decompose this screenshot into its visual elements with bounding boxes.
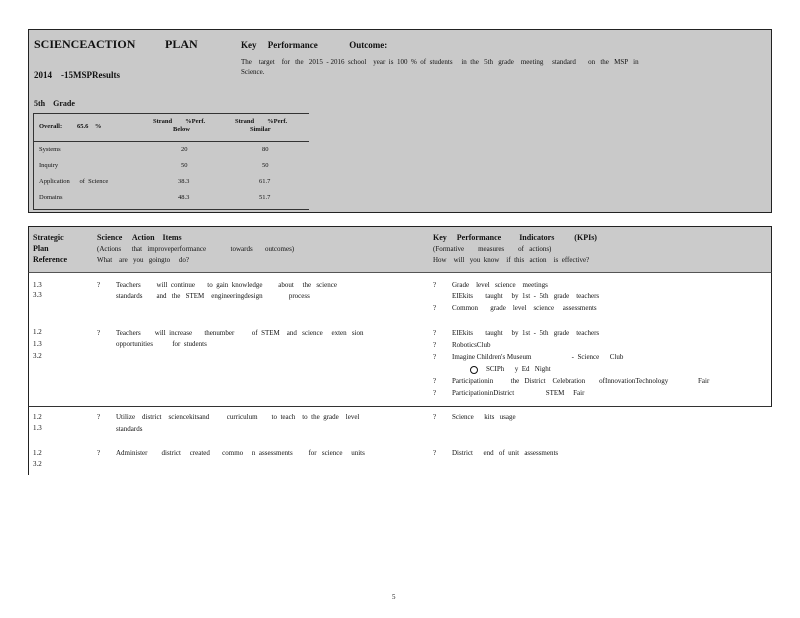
strategic-header: Strategic bbox=[33, 233, 64, 242]
kpi-text: Science kits usage bbox=[452, 413, 516, 421]
reference-number: 1.2 bbox=[33, 328, 42, 336]
kpi-text: District end of unit assessments bbox=[452, 449, 559, 457]
reference-number: 1.2 bbox=[33, 449, 42, 457]
kpi-subheader: (Formative measures of actions) bbox=[433, 245, 552, 253]
reference-number: 1.3 bbox=[33, 281, 42, 289]
results-panel bbox=[28, 29, 772, 213]
col-similar-header-2: Similar bbox=[250, 126, 271, 133]
strand-below: 50 bbox=[181, 162, 188, 169]
circle-bullet-icon bbox=[470, 366, 478, 374]
kpo-text-line2: Science. bbox=[241, 68, 265, 76]
plan-title: SCIENCEACTION bbox=[34, 37, 136, 51]
strand-below: 48.3 bbox=[178, 194, 190, 201]
kpo-label: Key Performance Outcome: bbox=[241, 40, 388, 50]
strand-similar: 51.7 bbox=[259, 194, 271, 201]
strand-similar: 50 bbox=[262, 162, 269, 169]
reference-number: 1.2 bbox=[33, 413, 42, 421]
strand-name: Inquiry bbox=[39, 162, 59, 169]
action-items-subheader: (Actions that improveperformance towards outcomes) bbox=[97, 245, 295, 253]
kpi-bullet: ? bbox=[433, 281, 437, 289]
kpi-text: Grade level science meetings bbox=[452, 281, 548, 289]
kpo-text-line1: The target for the 2015 - 2016 school year is 100 % of students in the 5th grade meeting standard on the MSP in bbox=[241, 58, 639, 66]
kpi-text: SCIPh y Ed Night bbox=[486, 365, 551, 373]
plan-title-suffix: PLAN bbox=[165, 37, 198, 51]
strand-below: 20 bbox=[181, 146, 188, 153]
strategic-header-3: Reference bbox=[33, 255, 68, 264]
kpi-bullet: ? bbox=[433, 413, 437, 421]
strand-similar: 61.7 bbox=[259, 178, 271, 185]
strand-similar: 80 bbox=[262, 146, 269, 153]
action-text: Teachers will increase thenumber of STEM and science exten sion bbox=[116, 329, 364, 337]
page-number: 5 bbox=[392, 593, 396, 601]
strand-below: 38.3 bbox=[178, 178, 190, 185]
strategic-header-2: Plan bbox=[33, 244, 49, 253]
strand-table-bottom-border bbox=[33, 209, 309, 210]
kpi-bullet: ? bbox=[433, 377, 437, 385]
grade-label: 5th Grade bbox=[34, 99, 75, 108]
kpi-header: Key Performance Indicators (KPIs) bbox=[433, 233, 597, 242]
bullet: ? bbox=[97, 281, 101, 289]
action-text: Teachers will continue to gain knowledge about the science bbox=[116, 281, 337, 289]
bullet: ? bbox=[97, 449, 101, 457]
col-below-header-2: Below bbox=[173, 126, 190, 133]
action-text: Administer district created commo n assessments for science units bbox=[116, 449, 365, 457]
results-subtitle: 2014 -15MSPResults bbox=[34, 70, 120, 80]
reference-number: 3.2 bbox=[33, 352, 42, 360]
overall-label: Overall: bbox=[39, 123, 63, 130]
kpi-text: Imagine Children's Museum - Science Club bbox=[452, 353, 624, 361]
kpi-text: RoboticsClub bbox=[452, 341, 491, 349]
action-text: standards and the STEM engineeringdesign process bbox=[116, 292, 310, 300]
col-below-header: Strand %Perf. bbox=[153, 118, 206, 125]
kpi-bullet: ? bbox=[433, 341, 437, 349]
kpi-text: ParticipationinDistrict STEM Fair bbox=[452, 389, 585, 397]
strand-table-left-border bbox=[33, 113, 34, 210]
reference-number: 1.3 bbox=[33, 340, 42, 348]
kpi-text: EIEkits taught by 1st - 5th grade teachers bbox=[452, 329, 600, 337]
overall-value: 65.6 % bbox=[77, 123, 102, 130]
col-similar-header: Strand %Perf. bbox=[235, 118, 288, 125]
kpi-bullet: ? bbox=[433, 329, 437, 337]
kpi-text: Common grade level science assessments bbox=[452, 304, 597, 312]
kpi-question: How will you know if this action is effective? bbox=[433, 256, 590, 264]
action-text: standards bbox=[116, 425, 143, 433]
kpi-bullet: ? bbox=[433, 353, 437, 361]
reference-number: 1.3 bbox=[33, 424, 42, 432]
kpi-bullet: ? bbox=[433, 449, 437, 457]
kpi-bullet: ? bbox=[433, 304, 437, 312]
kpi-text: EIEkits taught by 1st - 5th grade teachers bbox=[452, 292, 600, 300]
action-table-left-border bbox=[28, 407, 29, 475]
strand-name: Application of Science bbox=[39, 178, 109, 185]
strand-table-header-divider bbox=[33, 141, 309, 142]
reference-number: 3.3 bbox=[33, 291, 42, 299]
action-items-header: Science Action Items bbox=[97, 233, 182, 242]
bullet: ? bbox=[97, 413, 101, 421]
action-items-question: What are you goingto do? bbox=[97, 256, 189, 264]
bullet: ? bbox=[97, 329, 101, 337]
action-text: opportunities for students bbox=[116, 340, 207, 348]
strand-name: Systems bbox=[39, 146, 61, 153]
strand-table-top-border bbox=[33, 113, 309, 114]
reference-number: 3.2 bbox=[33, 460, 42, 468]
action-text: Utilize district sciencekitsand curriculum to teach to the grade level bbox=[116, 413, 360, 421]
kpi-bullet: ? bbox=[433, 389, 437, 397]
kpi-text: Participationin the District Celebration ofInnovationTechnology Fair bbox=[452, 377, 710, 385]
strand-name: Domains bbox=[39, 194, 63, 201]
